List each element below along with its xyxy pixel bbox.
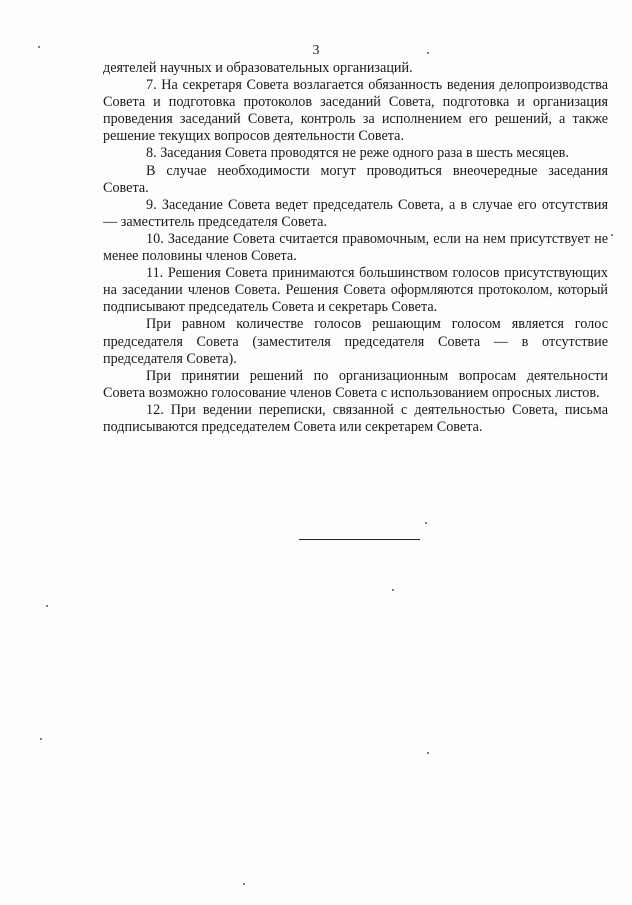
paragraph-extraordinary-meetings: В случае необходимости могут проводиться внеочередные заседания Совета. xyxy=(103,162,608,196)
scan-speck xyxy=(392,589,394,591)
end-separator-line xyxy=(299,539,420,540)
scan-speck xyxy=(427,52,429,54)
paragraph-continuation: деятелей научных и образовательных организаций. xyxy=(103,60,413,76)
paragraph-item-11: 11. Решения Совета принимаются большинством голосов присутствующих на заседании членов Совета. Решения Совета оформляются протоколом, который подписывают председатель Совета и секретарь Совета. xyxy=(103,265,608,316)
scan-speck xyxy=(611,234,613,236)
scan-speck xyxy=(425,522,427,524)
page-number: 3 xyxy=(312,43,320,58)
paragraph-item-12: 12. При ведении переписки, связанной с деятельностью Совета, письма подписываются председателем Совета или секретарем Совета. xyxy=(103,401,608,435)
document-body xyxy=(103,60,608,436)
paragraph-item-8: 8. Заседания Совета проводятся не реже одного раза в шесть месяцев. xyxy=(146,145,569,162)
paragraph-questionnaire-voting: При принятии решений по организационным вопросам деятельности Совета возможно голосование членов Совета с использованием опросных листов. xyxy=(103,367,608,401)
paragraph-item-10: 10. Заседание Совета считается правомочным, если на нем присутствует не менее половины членов Совета. xyxy=(103,230,608,265)
scan-speck xyxy=(243,883,245,885)
scan-speck xyxy=(38,46,40,48)
scan-speck xyxy=(40,738,42,740)
scan-speck xyxy=(46,605,48,607)
paragraph-item-7: 7. На секретаря Совета возлагается обязанность ведения делопроизводства Совета и подготовка протоколов заседаний Совета, подготовка и организация проведения заседаний Совета, контроль за исполнением его решений, а также решение текущих вопросов деятельности Совета. xyxy=(103,77,608,145)
paragraph-item-9: 9. Заседание Совета ведет председатель Совета, а в случае его отсутствия — заместитель председателя Совета. xyxy=(103,196,608,230)
paragraph-equal-votes: При равном количестве голосов решающим голосом является голос председателя Совета (заместителя председателя Совета — в отсутствие председателя Совета). xyxy=(103,316,608,367)
scan-speck xyxy=(427,752,429,754)
